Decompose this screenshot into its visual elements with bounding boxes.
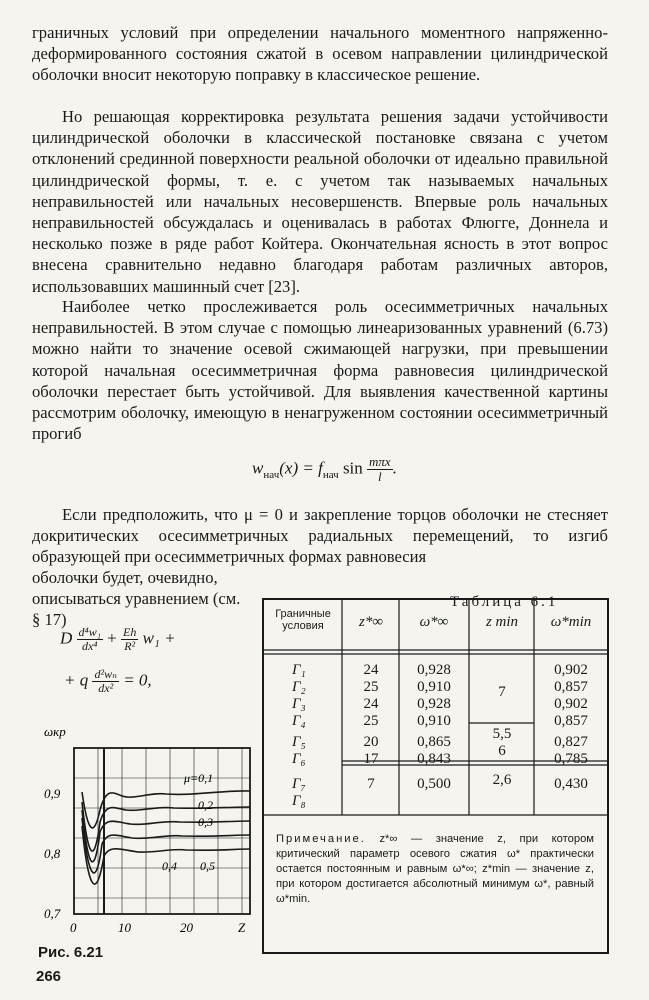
eq-frac-1 <box>77 626 103 653</box>
winf-1: 0,928 <box>417 662 451 678</box>
winf-4: 0,910 <box>417 713 451 729</box>
zinf-6: 17 <box>363 751 379 767</box>
col-zinf <box>344 662 398 793</box>
note-text: z*∞ — значение z, при котором критический параметр осевого сжатия ω* практически остается постоянным и равным ω*∞; z*min — значение z, при котором достигается абсолютный минимум ω*, равный ω*min. <box>276 833 595 905</box>
paragraph-2: Но решающая корректировка результата решения задачи устойчивости цилиндрической оболочки в классической постановке связана с учетом отклонений срединной поверхности реальной оболочки от идеально правильной цилиндрической формы, т. е. с учетом так называемых начальных неправильностей или начальных несовершенств. Впервые роль начальных неправильностей обсуждалась и оценивалась в работах Флюгге, Доннела и несколько позже в ряде работ Койтера. Окончательная ясность в этот вопрос внесена сравнительно недавно благодаря работам различных авторов, использовавших машинный счет [23]. <box>32 107 608 296</box>
cond-7: Г₇ <box>292 776 306 792</box>
winf-6: 0,843 <box>417 751 451 767</box>
figure-6-21-plot <box>34 718 256 940</box>
eq-line2-end: = 0, <box>118 670 152 690</box>
wmin-3: 0,902 <box>554 696 588 712</box>
equation-line-1 <box>60 626 176 653</box>
header-zmin: z min <box>485 614 519 630</box>
header-zinf: z*∞ <box>358 614 384 630</box>
paragraph-4: Если предположить, что μ = 0 и закрепление торцов оболочки не стесняет докритических осесимметричных радиальных перемещений, то изгиб образующей при осесимметричных формах равновесия <box>32 505 608 567</box>
curve-label-0-3: 0,3 <box>198 815 213 829</box>
zmin-2: 5,5 <box>492 726 512 742</box>
cond-1: Г₁ <box>292 662 306 678</box>
table-note <box>276 832 594 907</box>
x-axis-label: Z <box>238 920 246 935</box>
curve-label-0-5: 0,5 <box>200 859 215 873</box>
winf-3: 0,928 <box>417 696 451 712</box>
cond-5: Г₅ <box>292 734 306 750</box>
formula-den: l <box>378 469 382 484</box>
cond-6: Г₆ <box>292 751 306 767</box>
eq-w1: w₁ + <box>138 628 176 648</box>
y-tick-0-8: 0,8 <box>44 846 61 861</box>
formula-f-sub: нач <box>322 468 339 481</box>
formula-end: . <box>392 458 397 478</box>
equation-line-2 <box>64 668 152 695</box>
eq-frac-3-num: d²wₙ <box>94 667 117 681</box>
wmin-1: 0,902 <box>554 662 588 678</box>
zinf-4: 25 <box>363 713 379 729</box>
formula-fraction <box>367 455 393 484</box>
x-tick-20: 20 <box>180 920 193 935</box>
wmin-2: 0,857 <box>554 679 588 695</box>
zinf-5: 20 <box>363 734 379 750</box>
cond-2: Г₂ <box>292 679 306 695</box>
wmin-5: 0,827 <box>554 734 588 750</box>
wmin-6: 0,785 <box>554 751 588 767</box>
formula-arg: (x) = f <box>279 458 323 478</box>
cond-4: Г₄ <box>292 713 306 729</box>
eq-frac-2 <box>121 626 138 653</box>
y-tick-0-9: 0,9 <box>44 786 61 801</box>
formula-num: mπx <box>369 454 391 469</box>
x-tick-10: 10 <box>118 920 131 935</box>
zmin-4: 2,6 <box>492 772 512 788</box>
formula-func: sin <box>338 458 368 478</box>
paragraph-5: оболочки будет, очевидно, описываться уравнением (см. § 17) <box>32 568 241 629</box>
zinf-2: 25 <box>363 679 379 695</box>
note-label: Примечание. <box>276 833 366 845</box>
cond-8: Г₈ <box>292 793 306 809</box>
eq-plus-1: + <box>102 628 121 648</box>
cond-3: Г₃ <box>292 696 306 712</box>
formula-lhs-sub: нач <box>263 468 280 481</box>
col-winf <box>401 662 467 793</box>
curve-label-0-1: μ=0,1 <box>184 771 214 785</box>
zmin-1: 7 <box>498 684 506 700</box>
wmin-7: 0,430 <box>554 776 588 792</box>
page-number: 266 <box>36 968 62 985</box>
paragraph-3: Наиболее четко прослеживается роль осесимметричных начальных неправильностей. В этом случае с помощью линеаризованных уравнений (6.73) можно найти то значение осевой сжимающей нагрузки, при превышении которой начальная осесимметричная форма равновесия цилиндрической оболочки перестает быть устойчивой. Для выявления качественной картины рассмотрим оболочку, имеющую в ненагруженном состоянии осесимметричный прогиб <box>32 297 608 444</box>
winf-2: 0,910 <box>417 679 451 695</box>
winf-5: 0,865 <box>417 734 451 750</box>
eq-frac-2-num: Eh <box>122 625 137 639</box>
eq-frac-2-den: R² <box>124 639 136 653</box>
curve-label-0-4: 0,4 <box>162 859 177 873</box>
eq-frac-3 <box>92 668 118 695</box>
table-title: Таблица 6.1 <box>450 594 559 610</box>
figure-caption: Рис. 6.21 <box>38 944 104 961</box>
winf-7: 0,500 <box>417 776 451 792</box>
x-tick-labels <box>70 920 246 935</box>
header-wmin: ω*min <box>550 614 592 630</box>
col-wmin <box>536 662 606 793</box>
formula-initial-deflection <box>0 455 649 484</box>
y-axis-label: ωкр <box>44 724 66 739</box>
curve-mu-0-5 <box>82 826 250 884</box>
x-tick-0: 0 <box>70 920 77 935</box>
eq-frac-1-num: d⁴w₁ <box>78 625 101 639</box>
paragraph-1: граничных условий при определении начального моментного напряженно-деформированного состояния сжатой в осевом направлении цилиндрической оболочки вносит некоторую поправку в классическое решение. <box>32 23 608 85</box>
eq-line2-start: + q <box>64 670 93 690</box>
formula-lhs: w <box>252 458 264 478</box>
zmin-3: 6 <box>498 743 506 759</box>
eq-frac-1-den: dx⁴ <box>81 639 98 653</box>
wmin-4: 0,857 <box>554 713 588 729</box>
eq-D: D <box>60 628 73 648</box>
zinf-3: 24 <box>363 696 379 712</box>
curve-mu-0-2 <box>82 802 250 851</box>
eq-frac-3-den: dx² <box>98 681 114 695</box>
col-conditions <box>292 662 316 810</box>
zinf-1: 24 <box>363 662 379 678</box>
zinf-7: 7 <box>367 776 375 792</box>
header-winf: ω*∞ <box>419 614 449 630</box>
curve-label-0-2: 0,2 <box>198 798 213 812</box>
y-tick-0-7: 0,7 <box>44 906 61 921</box>
y-tick-labels <box>44 786 61 921</box>
header-cond: Граничные условия <box>275 608 331 632</box>
